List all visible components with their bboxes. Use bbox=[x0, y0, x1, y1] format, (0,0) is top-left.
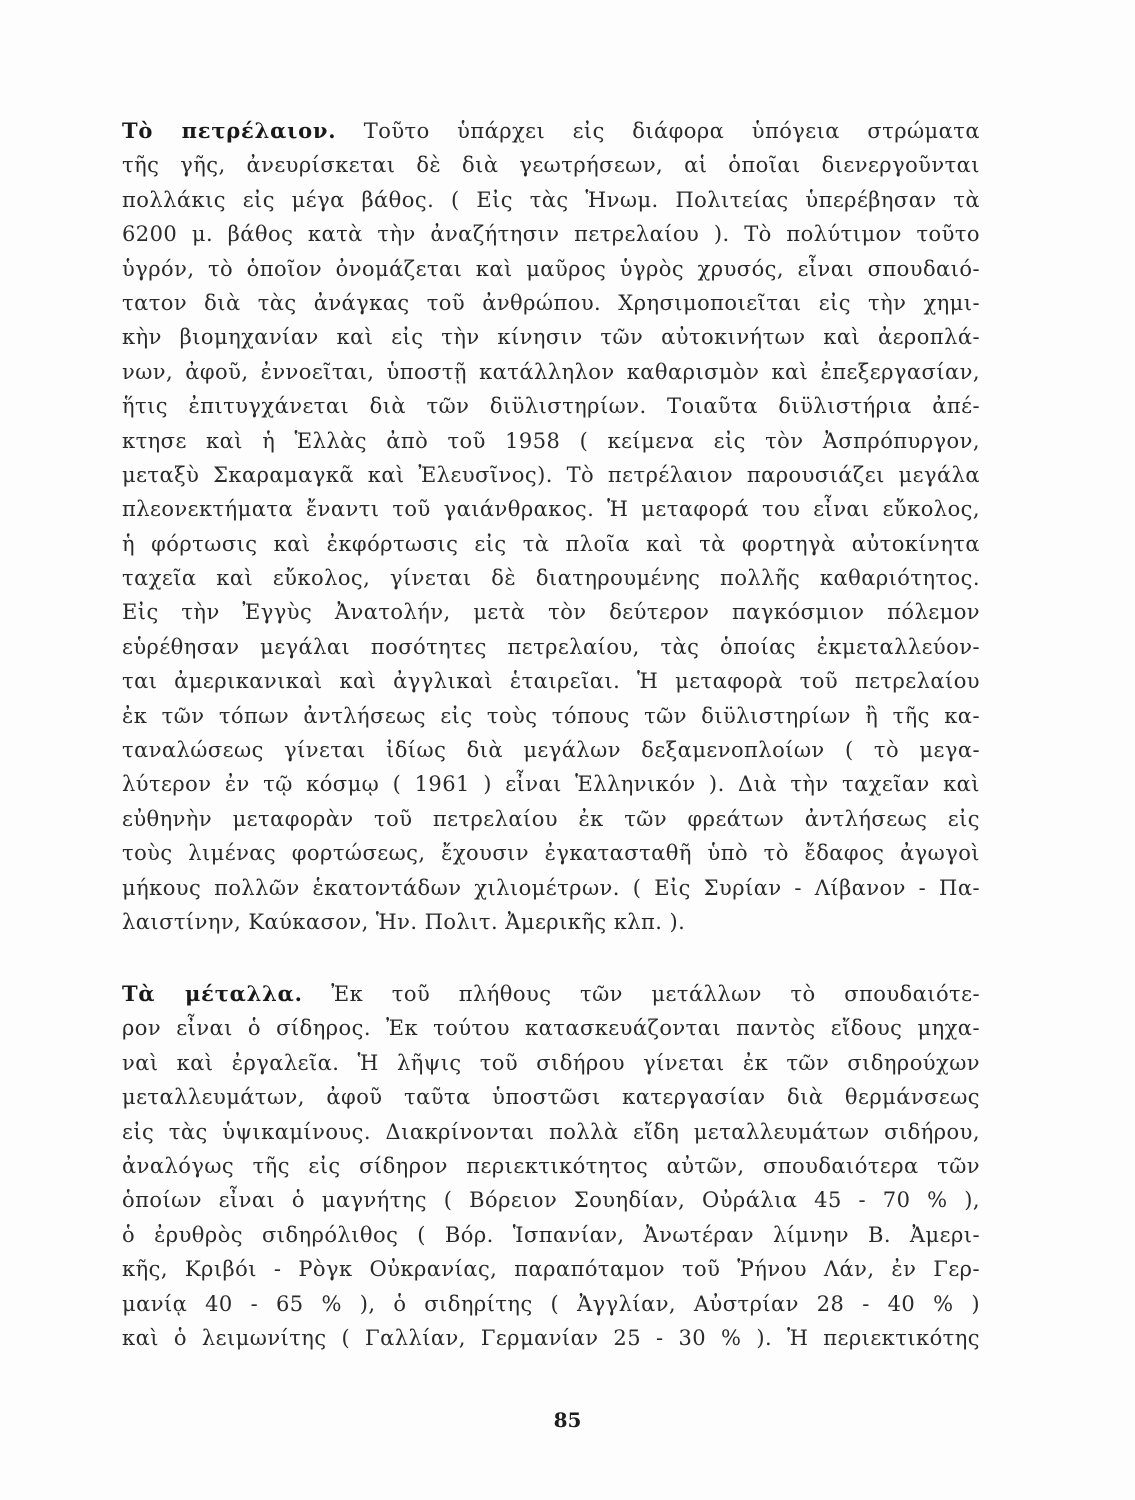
text-line: ρον εἶναι ὁ σίδηρος. Ἐκ τούτου κατασκευάζονται παντὸς εἴδους μηχα- bbox=[122, 1016, 980, 1041]
text-line: ταναλώσεως γίνεται ἰδίως διὰ μεγάλων δεξαμενοπλοίων ( τὸ μεγα- bbox=[122, 738, 980, 763]
text-line: ἀναλόγως τῆς εἰς σίδηρον περιεκτικότητος αὐτῶν, σπουδαιότερα τῶν bbox=[122, 1153, 980, 1178]
text-line: λύτερον ἐν τῷ κόσμῳ ( 1961 ) εἶναι Ἑλληνικόν ). Διὰ τὴν ταχεῖαν καὶ bbox=[122, 772, 980, 797]
text-line: εἰς τὰς ὑψικαμίνους. Διακρίνονται πολλὰ εἴδη μεταλλευμάτων σιδήρου, bbox=[122, 1119, 980, 1144]
text-line: ὁποίων εἶναι ὁ μαγνήτης ( Βόρειον Σουηδίαν, Οὐράλια 45 - 70 % ), bbox=[122, 1188, 980, 1213]
text-line: ἥτις ἐπιτυγχάνεται διὰ τῶν διϋλιστηρίων. Τοιαῦτα διϋλιστήρια ἀπέ- bbox=[122, 394, 980, 419]
text-line: ἐκ τῶν τόπων ἀντλήσεως εἰς τοὺς τόπους τῶν διϋλιστηρίων ἢ τῆς κα- bbox=[122, 703, 980, 728]
paragraph-petroleum bbox=[122, 114, 980, 939]
text-line: λαιστίνην, Καύκασον, Ἡν. Πολιτ. Ἀμερικῆς κλπ. ). bbox=[122, 909, 686, 934]
text-line: ται ἀμερικανικαὶ καὶ ἀγγλικαὶ ἑταιρεῖαι. Ἡ μεταφορὰ τοῦ πετρελαίου bbox=[122, 669, 980, 694]
text-line: ταχεῖα καὶ εὔκολος, γίνεται δὲ διατηρουμένης πολλῆς καθαριότητος. bbox=[122, 566, 980, 591]
paragraph-metals bbox=[122, 977, 980, 1355]
text-line: μεταλλευμάτων, ἀφοῦ ταῦτα ὑποστῶσι κατεργασίαν διὰ θερμάνσεως bbox=[122, 1085, 980, 1110]
text-line: πλεονεκτήματα ἔναντι τοῦ γαιάνθρακος. Ἡ μεταφορά του εἶναι εὔκολος, bbox=[122, 497, 980, 522]
text-line: μεταξὺ Σκαραμαγκᾶ καὶ Ἐλευσῖνος). Τὸ πετρέλαιον παρουσιάζει μεγάλα bbox=[122, 462, 980, 487]
text-line: 6200 μ. βάθος κατὰ τὴν ἀναζήτησιν πετρελαίου ). Τὸ πολύτιμον τοῦτο bbox=[122, 222, 980, 247]
text-line: Εἰς τὴν Ἐγγὺς Ἀνατολήν, μετὰ τὸν δεύτερον παγκόσμιον πόλεμον bbox=[122, 600, 980, 625]
text-line: κὴν βιομηχανίαν καὶ εἰς τὴν κίνησιν τῶν αὐτοκινήτων καὶ ἀεροπλά- bbox=[122, 325, 980, 350]
section-heading-metals: Τὰ μέταλλα. bbox=[122, 981, 303, 1006]
page-number: 85 bbox=[553, 1408, 582, 1432]
text-line: καὶ ὁ λειμωνίτης ( Γαλλίαν, Γερμανίαν 25 - 30 % ). Ἡ περιεκτικότης bbox=[122, 1325, 980, 1350]
text-line: τοὺς λιμένας φορτώσεως, ἔχουσιν ἐγκατασταθῆ ὑπὸ τὸ ἔδαφος ἀγωγοὶ bbox=[122, 841, 980, 866]
text-line: ἡ φόρτωσις καὶ ἐκφόρτωσις εἰς τὰ πλοῖα καὶ τὰ φορτηγὰ αὐτοκίνητα bbox=[122, 531, 980, 556]
text-line-content: Ἐκ τοῦ πλήθους τῶν μετάλλων τὸ σπουδαιότε- bbox=[302, 982, 980, 1006]
text-line bbox=[122, 977, 980, 1011]
text-line: κῆς, Κριβόι - Ρὸγκ Οὐκρανίας, παραπόταμον τοῦ Ῥήνου Λάν, ἐν Γερ- bbox=[122, 1257, 980, 1282]
text-line-content: Τοῦτο ὑπάρχει εἰς διάφορα ὑπόγεια στρώματα bbox=[336, 119, 980, 143]
section-heading-petroleum: Τὸ πετρέλαιον. bbox=[122, 118, 337, 143]
text-line: ναὶ καὶ ἐργαλεῖα. Ἡ λῆψις τοῦ σιδήρου γίνεται ἐκ τῶν σιδηρούχων bbox=[122, 1050, 980, 1075]
text-line: κτησε καὶ ἡ Ἑλλὰς ἀπὸ τοῦ 1958 ( κείμενα εἰς τὸν Ἀσπρόπυργον, bbox=[122, 428, 980, 453]
text-line: εὑρέθησαν μεγάλαι ποσότητες πετρελαίου, τὰς ὁποίας ἐκμεταλλεύον- bbox=[122, 634, 980, 659]
text-line bbox=[122, 114, 980, 148]
text-line: μήκους πολλῶν ἑκατοντάδων χιλιομέτρων. ( Εἰς Συρίαν - Λίβανον - Πα- bbox=[122, 875, 980, 900]
text-line: τῆς γῆς, ἀνευρίσκεται δὲ διὰ γεωτρήσεων, αἱ ὁποῖαι διενεργοῦνται bbox=[122, 153, 980, 178]
text-line: ὑγρόν, τὸ ὁποῖον ὀνομάζεται καὶ μαῦρος ὑγρὸς χρυσός, εἶναι σπουδαιό- bbox=[122, 256, 980, 281]
text-line: ὁ ἐρυθρὸς σιδηρόλιθος ( Βόρ. Ἱσπανίαν, Ἀνωτέραν λίμνην Β. Ἀμερι- bbox=[122, 1222, 980, 1247]
text-line: τατον διὰ τὰς ἀνάγκας τοῦ ἀνθρώπου. Χρησιμοποιεῖται εἰς τὴν χημι- bbox=[122, 290, 980, 315]
text-line: πολλάκις εἰς μέγα βάθος. ( Εἰς τὰς Ἡνωμ. Πολιτείας ὑπερέβησαν τὰ bbox=[122, 187, 980, 212]
text-line: εὐθηνὴν μεταφορὰν τοῦ πετρελαίου ἐκ τῶν φρεάτων ἀντλήσεως εἰς bbox=[122, 806, 980, 831]
text-line: μανίᾳ 40 - 65 % ), ὁ σιδηρίτης ( Ἀγγλίαν, Αὐστρίαν 28 - 40 % ) bbox=[122, 1291, 980, 1316]
text-line: νων, ἀφοῦ, ἐννοεῖται, ὑποστῇ κατάλληλον καθαρισμὸν καὶ ἐπεξεργασίαν, bbox=[122, 359, 980, 384]
